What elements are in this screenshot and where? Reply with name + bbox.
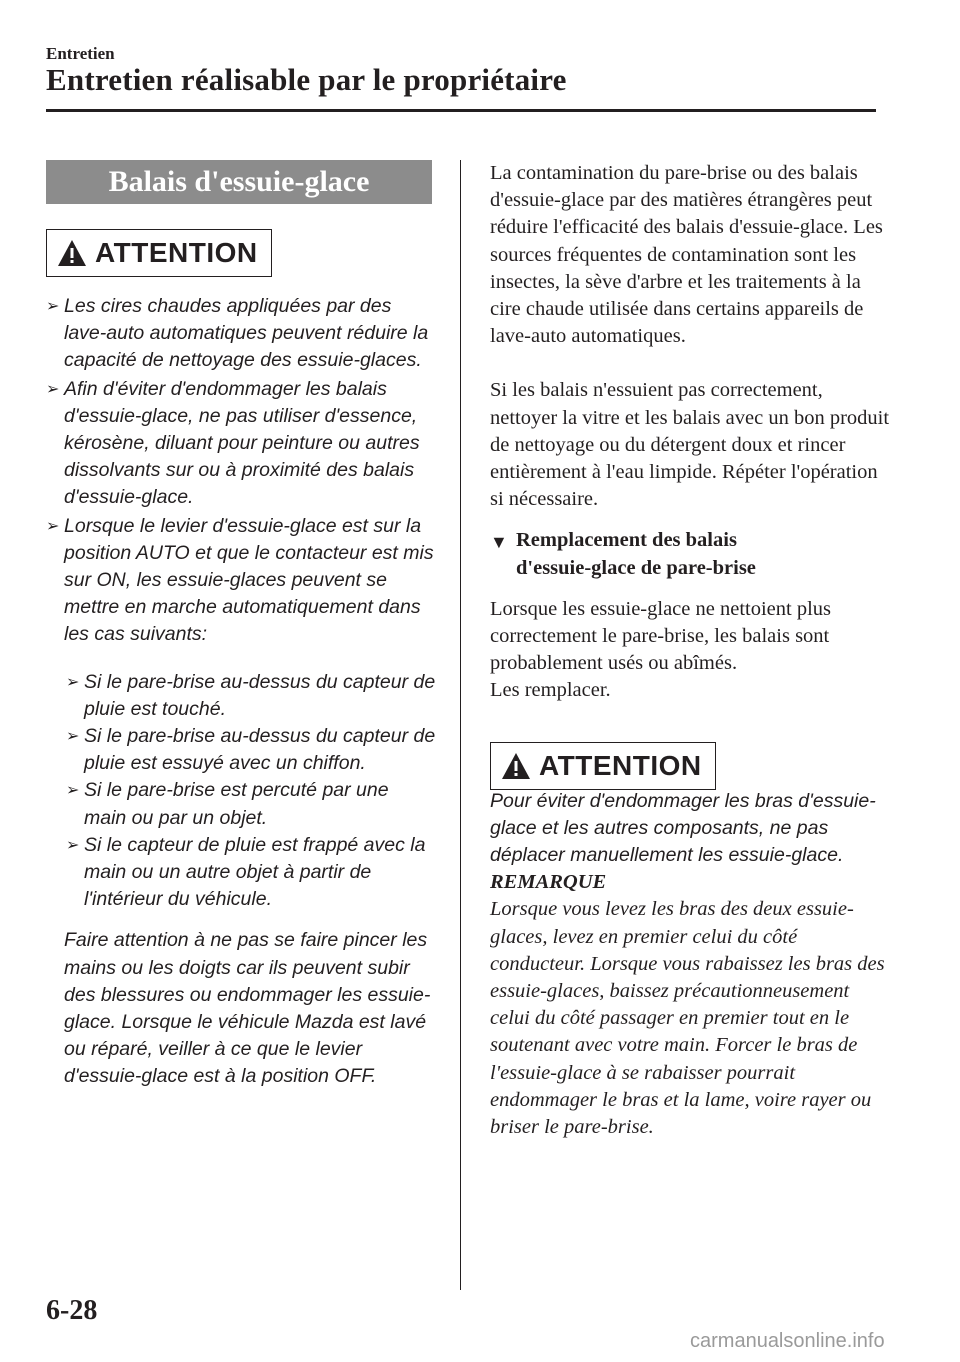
arrow-bullet-icon: ➢ xyxy=(46,380,60,398)
list-item: ➢ Les cires chaudes appliquées par des lave-auto automatiques peuvent réduire la capacité de nettoyage des essuie-glaces. xyxy=(46,295,429,372)
attention-text: Pour éviter d'endommager les bras d'essuie-glace et les autres composants, ne pas déplacer manuellement les essuie-glace. xyxy=(490,789,876,867)
paragraph-contamination: La contamination du pare-brise ou des balais d'essuie-glace par des matières étrangères peut réduire l'efficacité des balais d'essuie-glace. Les sources fréquentes de contamination sont les insectes, la sève d'arbre et les traitements à la cire chaude utilisée dans certains appareils de lave-auto automatiques. xyxy=(490,162,883,348)
warning-icon xyxy=(501,752,531,780)
watermark: carmanualsonline.info xyxy=(690,1330,885,1352)
sub-list xyxy=(46,669,436,914)
attention-box-right xyxy=(490,742,716,790)
arrow-bullet-icon: ➢ xyxy=(66,782,80,800)
arrow-bullet-icon: ➢ xyxy=(66,673,80,691)
sub-list-item: ➢ Si le pare-brise au-dessus du capteur de pluie est essuyé avec un chiffon. xyxy=(66,725,436,775)
closing-paragraph: Faire attention à ne pas se faire pincer les mains ou les doigts car ils peuvent subir des blessures ou endommager les essuie-glace. Lorsque le véhicule Mazda est lavé ou réparé, veiller à ce que le levier d'essuie-glace est à la position OFF. xyxy=(64,929,431,1088)
section-title: Balais d'essuie-glace xyxy=(46,160,432,204)
chapter-label: Entretien xyxy=(46,44,115,63)
list-item: ➢ Afin d'éviter d'endommager les balais d'essuie-glace, ne pas utiliser d'essence, kérosène, diluant pour peinture ou autres dissolvants sur ou à proximité des balais d'essuie-glace. xyxy=(46,377,420,509)
attention-box-left xyxy=(46,229,272,277)
list-item: ➢ Lorsque le levier d'essuie-glace est sur la position AUTO et que le contacteur est mis sur ON, les essuie-glaces peuvent se mettre en marche automatiquement dans les cas suivants: xyxy=(46,514,434,646)
triangle-down-icon: ▼ xyxy=(490,532,508,553)
attention-label: ATTENTION xyxy=(539,750,702,781)
header-rule xyxy=(46,109,876,112)
remarque-text: Lorsque vous levez les bras des deux essuie-glaces, levez en premier celui du côté conducteur. Lorsque vous rabaissez les bras des essuie-glaces, baissez précautionneusement celui du côté passager en premier tout en le soutenant avec votre main. Forcer le bras de l'essuie-glace à se rabaisser pourrait endommager le bras et la lame, voire rayer ou briser le pare-brise. xyxy=(490,898,885,1139)
remarque-title: REMARQUE xyxy=(490,871,607,894)
sub-list-item: ➢ Si le pare-brise est percuté par une main ou par un objet. xyxy=(66,779,389,829)
paragraph-replace: Les remplacer. xyxy=(490,679,611,702)
page-title: Entretien réalisable par le propriétaire xyxy=(46,62,567,97)
left-column xyxy=(46,293,436,1091)
arrow-bullet-icon: ➢ xyxy=(66,836,80,854)
column-divider xyxy=(460,160,461,1290)
arrow-bullet-icon: ➢ xyxy=(66,728,80,746)
sub-list-item: ➢ Si le pare-brise au-dessus du capteur de pluie est touché. xyxy=(66,670,436,720)
sub-list-item: ➢ Si le capteur de pluie est frappé avec la main ou un autre objet à partir de l'intérieur du véhicule. xyxy=(66,833,426,911)
page-number: 6-28 xyxy=(46,1295,98,1326)
arrow-bullet-icon: ➢ xyxy=(46,298,60,315)
paragraph-replacement: Lorsque les essuie-glace ne nettoient plus correctement le pare-brise, les balais sont probablement usés ou abîmés. xyxy=(490,597,831,675)
right-column xyxy=(490,160,890,1141)
subheading: ▼ Remplacement des balais d'essuie-glace de pare-brise xyxy=(490,529,756,579)
arrow-bullet-icon: ➢ xyxy=(46,517,60,535)
attention-label: ATTENTION xyxy=(95,237,258,268)
warning-icon xyxy=(57,239,87,267)
paragraph-cleaning: Si les balais n'essuient pas correctement, nettoyer la vitre et les balais avec un bon produit de nettoyage ou du détergent doux et rincer entièrement à l'eau limpide. Répéter l'opération si nécessaire. xyxy=(490,379,890,511)
